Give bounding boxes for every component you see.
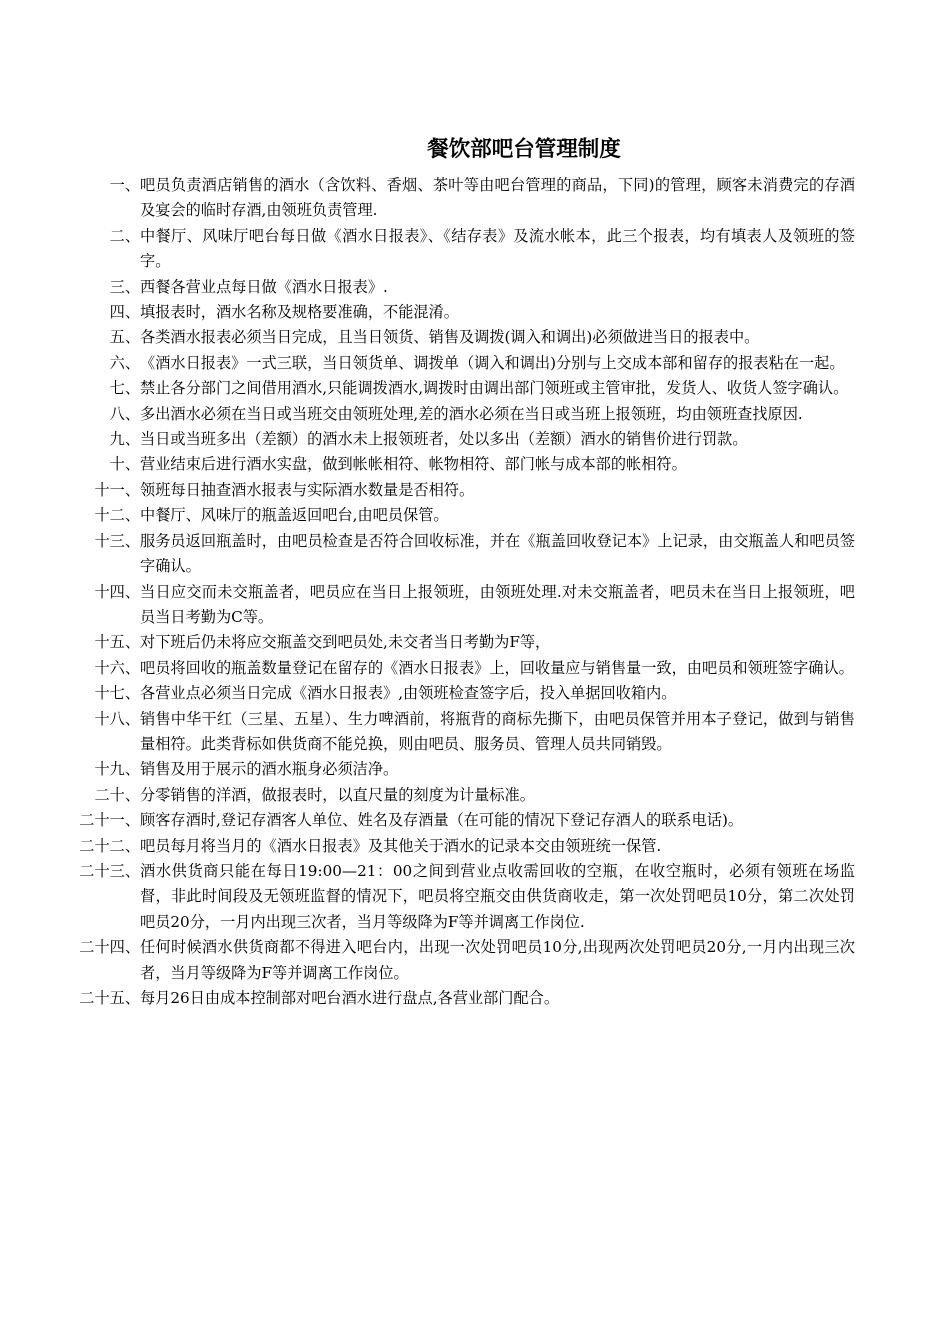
rule-text: 销售中华干红（三星、五星）、生力啤酒前，将瓶背的商标先撕下，由吧员保管并用本子登记，做到与销售量相符。此类背标如供货商不能兑换，则由吧员、服务员、管理人员共同销毁。: [140, 709, 855, 753]
rule-text: 中餐厅、风味厅的瓶盖返回吧台,由吧员保管。: [140, 506, 449, 525]
rule-item: [0, 224, 950, 275]
rule-number: 二十一、: [79, 811, 140, 830]
rule-text: 顾客存酒时,登记存酒客人单位、姓名及存酒量（在可能的情况下登记存酒人的联系电话)。: [140, 811, 744, 830]
rule-text: 当日或当班多出（差额）的酒水未上报领班者，处以多出（差额）酒水的销售价进行罚款。: [140, 430, 748, 449]
rule-number: 十一、: [94, 480, 140, 499]
rule-text: 各类酒水报表必须当日完成，且当日领货、销售及调拨(调入和调出)必须做进当日的报表中。: [140, 328, 760, 347]
rule-number: 十六、: [94, 658, 140, 677]
rule-text: 吧员将回收的瓶盖数量登记在留存的《酒水日报表》上，回收量应与销售量一致，由吧员和领班签字确认。: [140, 658, 854, 677]
rule-item: [0, 478, 950, 503]
rule-item: [0, 427, 950, 452]
rule-number: 十、: [109, 455, 140, 474]
rule-text: 《酒水日报表》一式三联，当日领货单、调拨单（调入和调出)分别与上交成本部和留存的报表粘在一起。: [140, 353, 845, 372]
rule-item: [0, 503, 950, 528]
rule-text: 吧员每月将当月的《酒水日报表》及其他关于酒水的记录本交由领班统一保管.: [140, 836, 662, 855]
rule-number: 二十二、: [79, 836, 140, 855]
rule-item: [0, 529, 950, 580]
rule-number: 六、: [109, 353, 140, 372]
rule-text: 各营业点必须当日完成《酒水日报表》,由领班检查签字后，投入单据回收箱内。: [140, 684, 677, 703]
rule-number: 七、: [109, 379, 140, 398]
rule-text: 领班每日抽查酒水报表与实际酒水数量是否相符。: [140, 480, 475, 499]
rule-item: [0, 452, 950, 477]
rule-text: 酒水供货商只能在每日19:00—21：00之间到营业点收需回收的空瓶，在收空瓶时，必须有领班在场监督，非此时间段及无领班监督的情况下，吧员将空瓶交由供货商收走，第一次处罚吧员10分，第二次处罚吧员20分，一月内出现三次者，当月等级降为F等并调离工作岗位.: [140, 861, 855, 931]
rule-number: 八、: [109, 404, 140, 423]
rule-number: 九、: [109, 430, 140, 449]
rule-item: [0, 630, 950, 655]
rule-text: 当日应交而未交瓶盖者，吧员应在当日上报领班，由领班处理.对未交瓶盖者，吧员未在当日上报领班，吧员当日考勤为C等。: [140, 582, 855, 626]
rule-item: [0, 351, 950, 376]
rule-number: 三、: [109, 277, 140, 296]
rule-text: 西餐各营业点每日做《酒水日报表》.: [140, 277, 388, 296]
rule-text: 多出酒水必须在当日或当班交由领班处理,差的酒水必须在当日或当班上报领班，均由领班查找原因.: [140, 404, 803, 423]
rule-text: 吧员负责酒店销售的酒水（含饮料、香烟、茶叶等由吧台管理的商品，下同)的管理，顾客未消费完的存酒及宴会的临时存酒,由领班负责管理.: [140, 176, 855, 220]
rule-text: 任何时候酒水供货商都不得进入吧台内，出现一次处罚吧员10分,出现两次处罚吧员20分,一月内出现三次者，当月等级降为F等并调离工作岗位。: [140, 938, 855, 982]
rule-number: 十五、: [94, 633, 140, 652]
rule-number: 十七、: [94, 684, 140, 703]
rule-item: [0, 707, 950, 758]
rule-number: 一、: [109, 176, 140, 194]
rule-item: [0, 580, 950, 631]
rule-item: [0, 656, 950, 681]
rule-number: 二、: [109, 226, 140, 245]
rule-item: [0, 681, 950, 706]
rule-item: [0, 859, 950, 935]
rule-item: [0, 783, 950, 808]
rule-text: 每月26日由成本控制部对吧台酒水进行盘点,各营业部门配合。: [140, 989, 560, 1007]
rule-number: 五、: [109, 328, 140, 347]
rule-item: [0, 935, 950, 986]
rule-text: 销售及用于展示的酒水瓶身必须洁净。: [140, 760, 399, 779]
rule-item: [0, 757, 950, 782]
document-title: 餐饮部吧台管理制度: [427, 137, 621, 162]
rule-text: 禁止各分部门之间借用酒水,只能调拨酒水,调拨时由调出部门领班或主管审批，发货人、收货人签字确认。: [140, 379, 849, 398]
rule-number: 十三、: [94, 531, 140, 550]
rule-item: [0, 986, 950, 1011]
rule-item: [0, 402, 950, 427]
rule-text: 营业结束后进行酒水实盘，做到帐帐相符、帐物相符、部门帐与成本部的帐相符。: [140, 455, 687, 474]
rule-number: 二十五、: [79, 989, 140, 1007]
rule-text: 服务员返回瓶盖时，由吧员检查是否符合回收标准，并在《瓶盖回收登记本》上记录，由交瓶盖人和吧员签字确认。: [140, 531, 855, 576]
rule-number: 十二、: [94, 506, 140, 525]
rule-item: [0, 275, 950, 300]
rule-number: 二十、: [94, 785, 140, 804]
rule-number: 十九、: [94, 760, 140, 779]
rule-item: [0, 325, 950, 350]
rule-text: 对下班后仍未将应交瓶盖交到吧员处,未交者当日考勤为F等，: [140, 633, 551, 652]
rule-text: 中餐厅、风味厅吧台每日做《酒水日报表》、《结存表》及流水帐本，此三个报表，均有填表人及领班的签字。: [140, 226, 855, 271]
rule-number: 十八、: [94, 709, 140, 728]
rule-text: 分零销售的洋酒，做报表时，以直尺量的刻度为计量标准。: [140, 785, 535, 804]
rule-number: 十四、: [94, 582, 140, 601]
rule-number: 二十四、: [79, 938, 140, 957]
rule-number: 二十三、: [79, 861, 140, 880]
rule-text: 填报表时，酒水名称及规格要准确，不能混淆。: [140, 303, 459, 322]
rule-number: 四、: [109, 303, 140, 322]
rule-item: [0, 834, 950, 859]
rules-list: [0, 173, 950, 1011]
rule-item: [0, 173, 950, 224]
rule-item: [0, 376, 950, 401]
rule-item: [0, 300, 950, 325]
rule-item: [0, 808, 950, 833]
